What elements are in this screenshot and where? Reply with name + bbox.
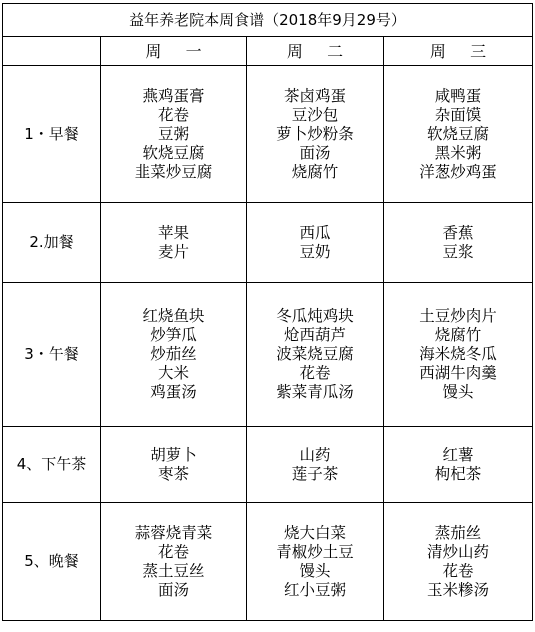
meal-row-snack — [3, 203, 533, 283]
corner-cell — [3, 37, 101, 66]
dish: 红烧鱼块 — [142, 307, 205, 325]
dish: 豆沙包 — [291, 105, 339, 124]
dish: 烧大白菜 — [283, 523, 346, 542]
meal-label: 5、晚餐 — [3, 503, 101, 621]
title-row — [3, 4, 533, 37]
menu-cell — [247, 283, 384, 427]
dish: 花卷 — [157, 105, 189, 124]
dish: 炒笋瓜 — [150, 326, 197, 344]
dish: 蒜蓉烧青菜 — [134, 523, 213, 542]
menu-cell — [101, 283, 247, 427]
menu-cell — [101, 427, 247, 503]
dish: 豆浆 — [442, 242, 474, 261]
dish: 莲子茶 — [291, 464, 339, 483]
day-header-wed: 周 三 — [384, 37, 533, 66]
dish: 软烧豆腐 — [426, 124, 489, 143]
dish: 青椒炒土豆 — [276, 542, 354, 561]
dish: 红薯 — [442, 445, 474, 464]
dish: 豆粥 — [157, 124, 189, 143]
dish: 西湖牛肉羹 — [419, 364, 497, 382]
dish: 玉米糁汤 — [426, 580, 489, 599]
dish: 燕鸡蛋膏 — [142, 86, 205, 105]
meal-label: 2.加餐 — [3, 203, 101, 283]
dish: 洋葱炒鸡蛋 — [419, 162, 497, 181]
dish: 蒸茄丝 — [434, 523, 482, 542]
meal-row-lunch — [3, 283, 533, 427]
dish: 胡萝卜 — [150, 445, 197, 464]
dish: 土豆炒肉片 — [419, 307, 497, 325]
dish: 冬瓜炖鸡块 — [276, 307, 354, 325]
day-header-mon: 周 一 — [101, 37, 247, 66]
dish: 枣茶 — [157, 464, 189, 483]
meal-row-dinner — [3, 503, 533, 621]
dish: 花卷 — [442, 561, 474, 580]
dish: 烧腐竹 — [291, 162, 339, 181]
meal-label: 3・午餐 — [3, 283, 101, 427]
dish: 花卷 — [299, 364, 331, 382]
day-header-tue: 周 二 — [247, 37, 384, 66]
meal-label: 4、下午茶 — [3, 427, 101, 503]
menu-cell — [101, 503, 247, 621]
dish: 山药 — [299, 445, 331, 464]
dish: 软烧豆腐 — [142, 143, 205, 162]
menu-cell — [247, 427, 384, 503]
dish: 面汤 — [299, 143, 331, 162]
dish: 西瓜 — [299, 223, 331, 242]
dish: 馒头 — [442, 383, 474, 401]
menu-cell — [384, 427, 533, 503]
dish: 鸡蛋汤 — [150, 383, 197, 401]
dish: 香蕉 — [442, 223, 474, 242]
meal-label: 1・早餐 — [3, 66, 101, 203]
dish: 豆奶 — [299, 242, 331, 261]
dish: 烧腐竹 — [434, 326, 482, 344]
menu-cell — [247, 503, 384, 621]
menu-title: 益年养老院本周食谱（2018年9月29号） — [3, 4, 533, 37]
dish: 咸鸭蛋 — [434, 86, 482, 105]
day-header-row — [3, 37, 533, 66]
dish: 馒头 — [299, 561, 331, 580]
dish: 红小豆粥 — [283, 580, 346, 599]
menu-cell — [101, 66, 247, 203]
dish: 茶卤鸡蛋 — [283, 86, 346, 105]
dish: 清炒山药 — [426, 542, 489, 561]
dish: 麦片 — [157, 242, 189, 261]
dish: 面汤 — [157, 580, 189, 599]
menu-cell — [101, 203, 247, 283]
dish: 枸杞茶 — [434, 464, 482, 483]
dish: 波菜烧豆腐 — [276, 345, 354, 363]
menu-cell — [384, 66, 533, 203]
menu-cell — [384, 283, 533, 427]
menu-cell — [247, 66, 384, 203]
meal-row-afternoon-tea — [3, 427, 533, 503]
menu-cell — [384, 503, 533, 621]
dish: 杂面馍 — [434, 105, 482, 124]
dish: 苹果 — [157, 223, 189, 242]
dish: 萝卜炒粉条 — [276, 124, 354, 143]
menu-cell — [384, 203, 533, 283]
dish: 炝西葫芦 — [283, 326, 346, 344]
dish: 紫菜青瓜汤 — [276, 383, 354, 401]
meal-row-breakfast — [3, 66, 533, 203]
dish: 蒸土豆丝 — [142, 561, 205, 580]
dish: 大米 — [157, 364, 189, 382]
dish: 花卷 — [157, 542, 189, 561]
dish: 炒茄丝 — [150, 345, 197, 363]
weekly-menu-table — [2, 3, 533, 621]
menu-cell — [247, 203, 384, 283]
dish: 韭菜炒豆腐 — [134, 162, 213, 181]
dish: 黑米粥 — [434, 143, 482, 162]
dish: 海米烧冬瓜 — [419, 345, 497, 363]
